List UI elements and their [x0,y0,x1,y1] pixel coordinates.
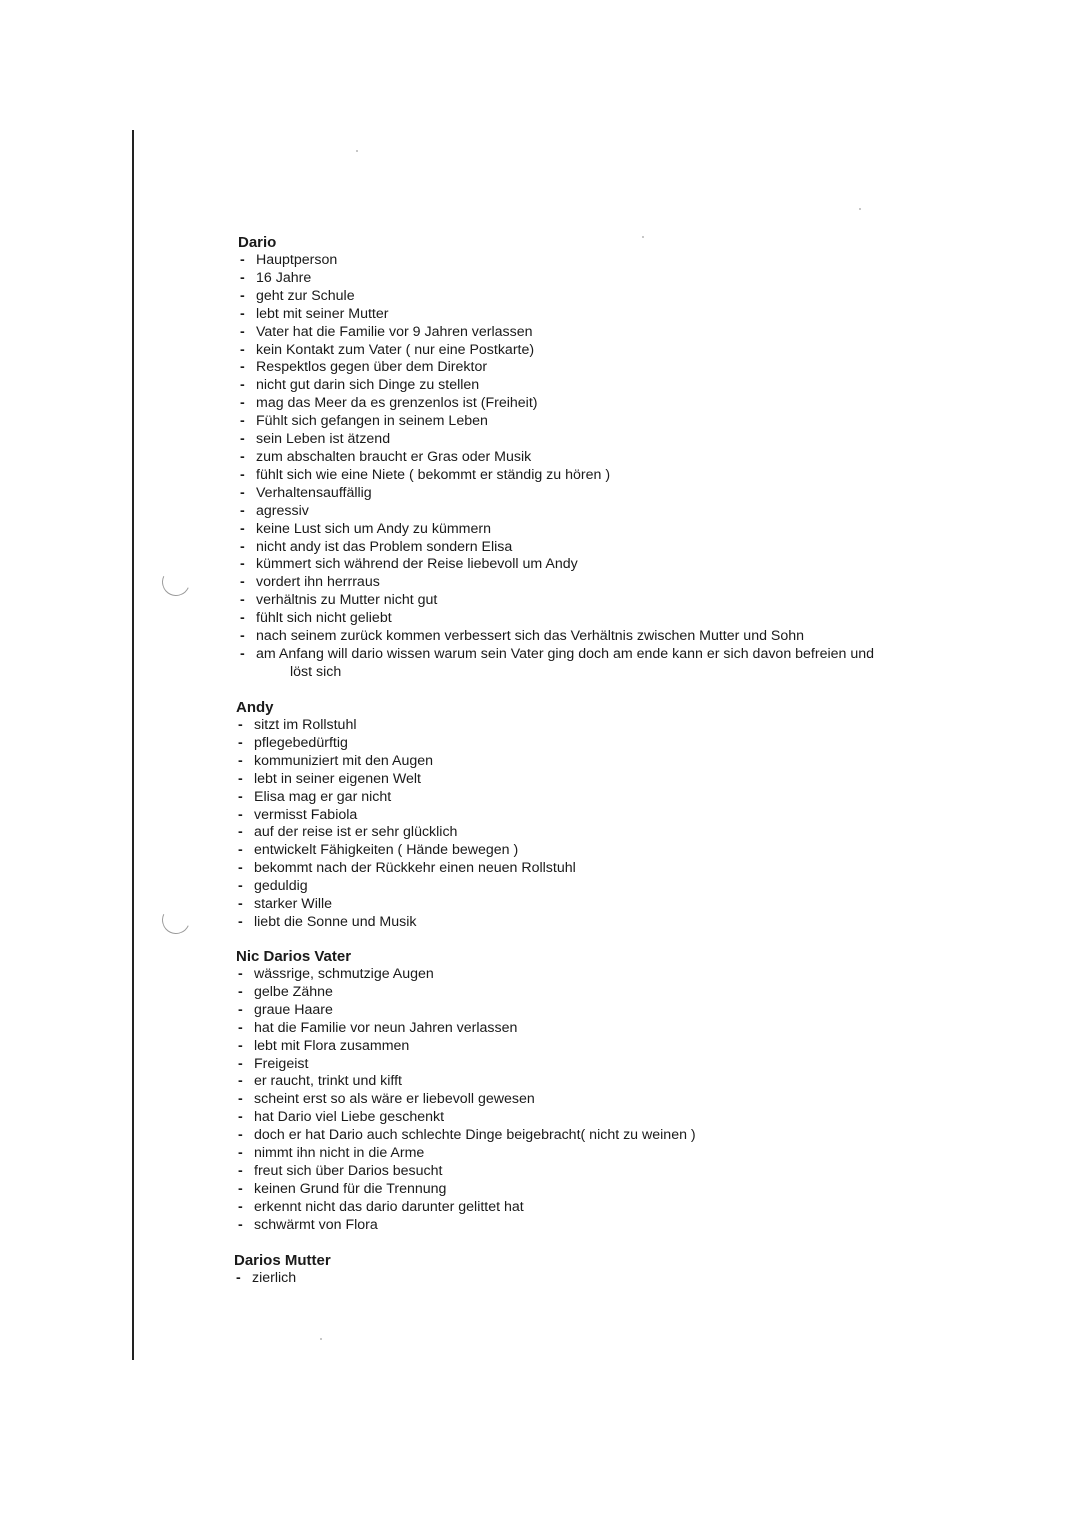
list-item [236,1002,696,1020]
bullet-marker: - [240,395,245,412]
list-item [236,1181,696,1199]
list-item-text: freut sich über Darios besucht [254,1162,443,1179]
list-item-text: liebt die Sonne und Musik [254,913,417,930]
list-item-text: vordert ihn herrraus [256,574,380,591]
list-item-text: keine Lust sich um Andy zu kümmern [256,520,491,537]
bullet-marker: - [240,538,245,555]
list-item [238,592,936,610]
list-item-text: er raucht, trinkt und kifft [254,1073,402,1090]
list-item [236,807,576,825]
list-item [236,735,576,753]
list-item-text: hat die Familie vor neun Jahren verlassen [254,1019,518,1036]
list-item [236,914,576,932]
bullet-marker: - [238,966,243,982]
bullet-marker: - [240,645,245,662]
bullet-marker: - [238,752,243,769]
bullet-marker: - [240,592,245,609]
bullet-list [238,252,936,646]
bullet-marker: - [240,305,245,322]
list-item-text: lebt in seiner eigenen Welt [254,770,421,787]
list-item [236,1163,696,1181]
list-item [236,771,576,789]
list-item-text: Fühlt sich gefangen in seinem Leben [256,413,488,430]
bullet-marker: - [236,1270,241,1286]
section-nic-darios-vater [236,948,696,1235]
bullet-marker: - [240,431,245,448]
punch-hole-mark [158,564,194,600]
list-item-text: lebt mit Flora zusammen [254,1037,410,1054]
list-item-text: bekommt nach der Rückkehr einen neuen Rollstuhl [254,860,576,877]
list-item-text: nicht gut darin sich Dinge zu stellen [256,377,480,394]
list-item-text: wässrige, schmutzige Augen [254,966,434,982]
list-item-text: fühlt sich nicht geliebt [256,610,392,627]
list-item [238,324,936,342]
bullet-marker: - [238,1001,243,1018]
list-item-text: nicht andy ist das Problem sondern Elisa [256,538,513,555]
bullet-list [234,1270,331,1288]
bullet-marker: - [240,484,245,501]
bullet-marker: - [238,860,243,877]
bullet-marker: - [238,1127,243,1144]
list-item-text: geduldig [254,878,308,895]
list-item [236,1127,696,1145]
list-item-text: sein Leben ist ätzend [256,431,391,448]
list-item-text: 16 Jahre [256,269,312,286]
bullet-marker: - [240,520,245,537]
section-darios-mutter [234,1252,331,1288]
bullet-marker: - [238,896,243,913]
list-item-text: nimmt ihn nicht in die Arme [254,1145,425,1162]
bullet-marker: - [238,1145,243,1162]
bullet-marker: - [238,806,243,823]
list-item [238,485,936,503]
list-item [238,574,936,592]
list-item [236,878,576,896]
list-item-text: Freigeist [254,1055,309,1072]
bullet-marker: - [238,788,243,805]
list-item-text: schwärmt von Flora [254,1216,378,1233]
section-heading: Nic Darios Vater [236,948,352,965]
list-item-text: Verhaltensauffällig [256,484,372,501]
list-item [238,556,936,574]
bullet-marker: - [240,502,245,519]
list-item [236,1091,696,1109]
list-item-text: auf der reise ist er sehr glücklich [254,824,458,841]
bullet-list [236,717,576,932]
list-item-text: Respektlos gegen über dem Direktor [256,359,488,376]
list-item-text-continued: löst sich [290,663,342,680]
list-item-text: starker Wille [254,896,333,913]
section-heading: Andy [236,699,274,716]
bullet-marker: - [238,878,243,895]
list-item-text: geht zur Schule [256,287,355,304]
list-item [238,377,936,395]
bullet-marker: - [240,287,245,304]
scan-speck [859,208,861,210]
list-item [236,717,576,735]
list-item [236,1109,696,1127]
list-item-text: zierlich [252,1270,297,1286]
list-item [236,896,576,914]
list-item-text: verhältnis zu Mutter nicht gut [256,592,438,609]
list-item [238,539,936,557]
bullet-marker: - [240,323,245,340]
list-item [238,342,936,360]
list-item [236,753,576,771]
scan-speck [320,1338,322,1340]
list-item [238,252,936,270]
list-item-text: nach seinem zurück kommen verbessert sich das Verhältnis zwischen Mutter und Sohn [256,628,805,645]
section-heading: Dario [238,234,277,251]
list-item [236,1145,696,1163]
list-item-text: lebt mit seiner Mutter [256,305,389,322]
list-item [238,503,936,521]
bullet-marker: - [238,842,243,859]
list-item [236,1217,696,1235]
bullet-marker: - [238,983,243,1000]
list-item-text: fühlt sich wie eine Niete ( bekommt er ständig zu hören ) [256,466,611,483]
list-item [236,1073,696,1091]
list-item-text: kümmert sich während der Reise liebevoll um Andy [256,556,578,573]
bullet-marker: - [240,341,245,358]
list-item-text: sitzt im Rollstuhl [254,717,357,733]
bullet-marker: - [240,610,245,627]
list-item [238,288,936,306]
list-item-text: erkennt nicht das dario darunter gelittet hat [254,1198,524,1215]
page-edge-line [132,130,134,1360]
bullet-marker: - [238,1073,243,1090]
bullet-marker: - [240,269,245,286]
list-item [238,270,936,288]
list-item-text: agressiv [256,502,309,519]
list-item [236,824,576,842]
list-item-text: entwickelt Fähigkeiten ( Hände bewegen ) [254,842,519,859]
list-item [236,984,696,1002]
bullet-marker: - [240,448,245,465]
list-item [238,395,936,413]
list-item-text: doch er hat Dario auch schlechte Dinge beigebracht( nicht zu weinen ) [254,1127,696,1144]
list-item [236,1020,696,1038]
list-item-text: Vater hat die Familie vor 9 Jahren verlassen [256,323,533,340]
bullet-marker: - [238,1109,243,1126]
list-item [234,1270,331,1288]
list-item [236,1199,696,1217]
bullet-marker: - [238,717,243,733]
bullet-marker: - [238,1162,243,1179]
list-item [238,413,936,431]
bullet-marker: - [238,734,243,751]
list-item-text: zum abschalten braucht er Gras oder Musik [256,448,532,465]
punch-hole-mark [158,902,194,938]
list-item-text: hat Dario viel Liebe geschenkt [254,1109,445,1126]
list-item [238,306,936,324]
list-item [236,1056,696,1074]
scan-speck [356,150,358,152]
list-item [238,467,936,485]
list-item [238,449,936,467]
list-item [236,860,576,878]
list-item-text: keinen Grund für die Trennung [254,1180,447,1197]
list-item-text: Elisa mag er gar nicht [254,788,392,805]
list-item [238,359,936,377]
bullet-marker: - [238,1019,243,1036]
bullet-marker: - [238,770,243,787]
list-item [238,521,936,539]
list-item [238,431,936,449]
list-item [236,842,576,860]
list-item [236,789,576,807]
list-item-text: am Anfang will dario wissen warum sein Vater ging doch am ende kann er sich davon befreien und [256,645,875,662]
bullet-marker: - [240,359,245,376]
list-item [238,646,936,682]
bullet-marker: - [238,1091,243,1108]
bullet-marker: - [238,1055,243,1072]
bullet-marker: - [238,1180,243,1197]
bullet-marker: - [238,913,243,930]
list-item [238,610,936,628]
list-item-text: mag das Meer da es grenzenlos ist (Freiheit) [256,395,538,412]
list-item-text: scheint erst so als wäre er liebevoll gewesen [254,1091,535,1108]
list-item-text: gelbe Zähne [254,983,333,1000]
bullet-list [236,966,696,1235]
list-item-text: pflegebedürftig [254,734,348,751]
bullet-marker: - [240,466,245,483]
list-item [236,1038,696,1056]
list-item-text: kommuniziert mit den Augen [254,752,434,769]
bullet-marker: - [240,413,245,430]
list-item [238,628,936,646]
bullet-marker: - [240,556,245,573]
list-item-text: graue Haare [254,1001,333,1018]
bullet-marker: - [240,628,245,645]
list-item-text: vermisst Fabiola [254,806,358,823]
bullet-marker: - [238,1037,243,1054]
bullet-marker: - [238,1198,243,1215]
list-item [236,966,696,984]
bullet-marker: - [240,377,245,394]
section-andy [236,699,576,932]
list-item-text: Hauptperson [256,252,338,268]
bullet-list-tail [238,646,936,682]
bullet-marker: - [238,1216,243,1233]
bullet-marker: - [240,574,245,591]
bullet-marker: - [238,824,243,841]
list-item-text: kein Kontakt zum Vater ( nur eine Postkarte) [256,341,535,358]
section-heading: Darios Mutter [234,1252,331,1269]
section-dario [238,234,936,682]
bullet-marker: - [240,252,245,268]
